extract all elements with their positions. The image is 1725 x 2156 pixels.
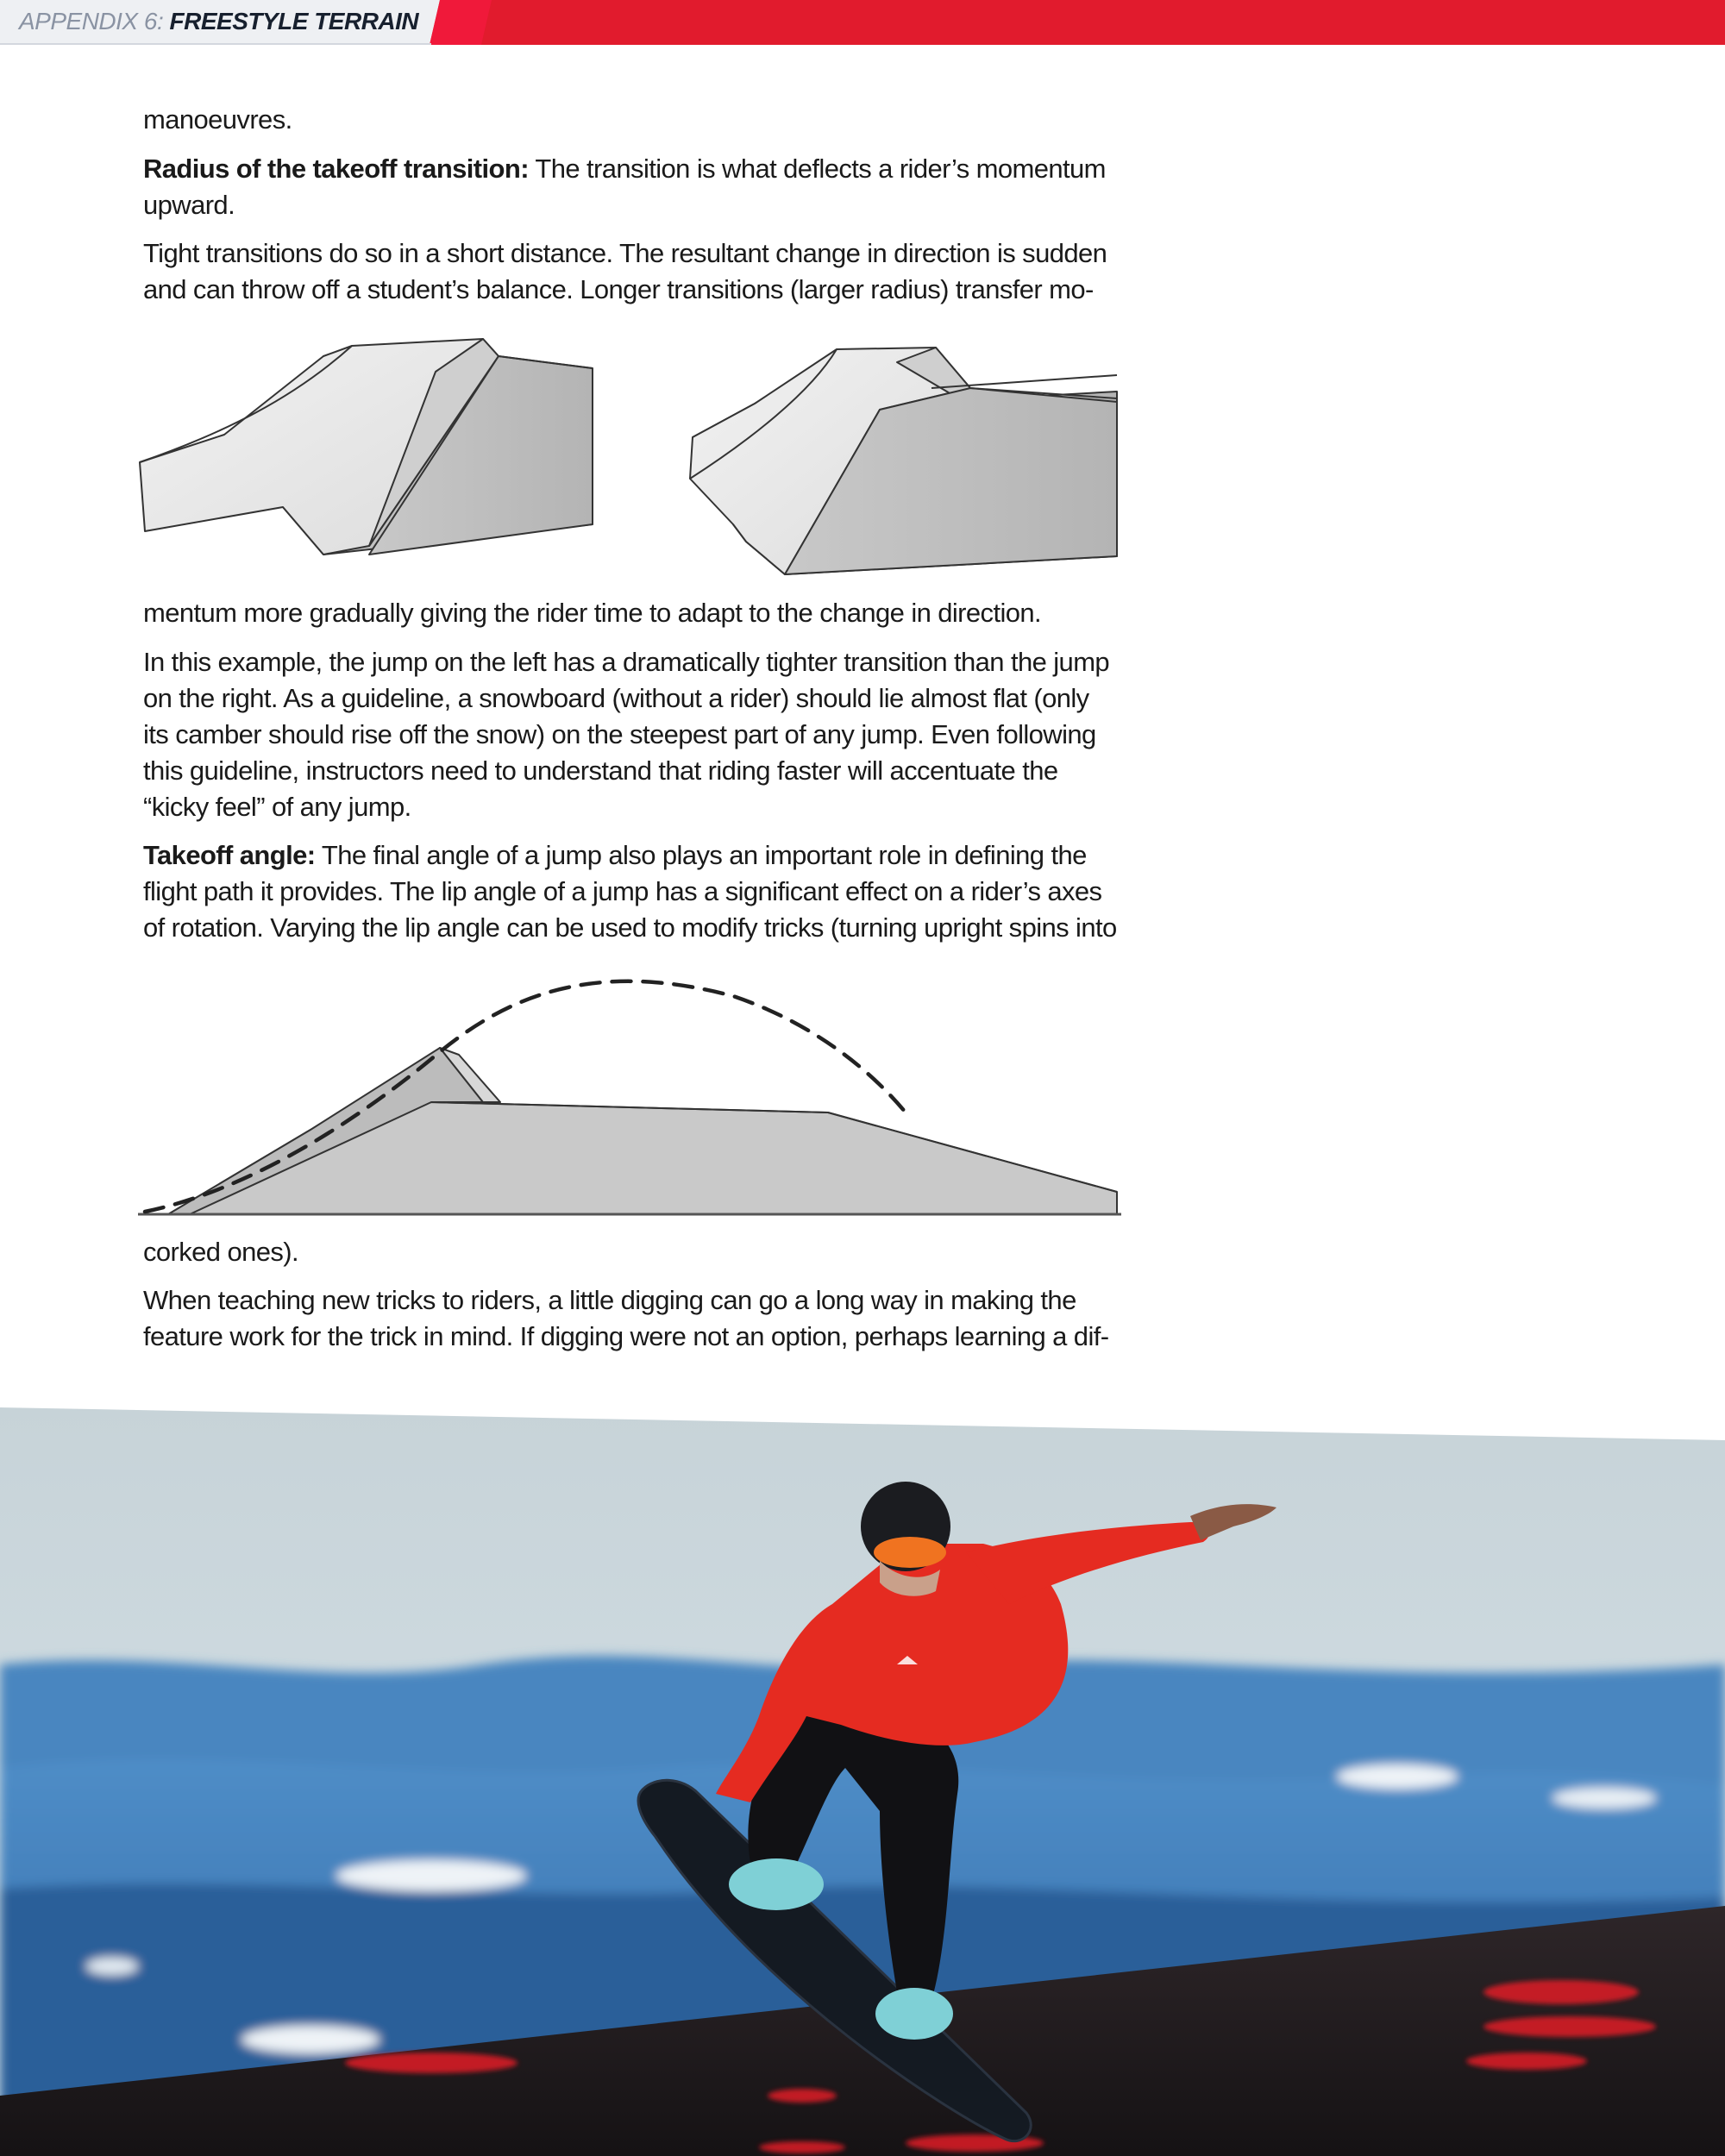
appendix-title: FREESTYLE TERRAIN — [169, 8, 419, 34]
paragraph-example: In this example, the jump on the left has a dramatically tighter transition than the jump on the right. As a guideline, a snowboard (without a rider) should lie almost flat (only its camber should rise off the snow) on the steepest part of any jump. Even following this guideline, instructors need to understand that riding faster will accentuate the “kicky feel” of any jump. — [143, 647, 1110, 822]
paragraph-teaching: When teaching new tricks to riders, a little digging can go a long way in making the feature work for the trick in mind. If digging were not an option, perhaps learning a dif- — [143, 1285, 1109, 1351]
paragraph-takeoff-angle — [143, 837, 1118, 946]
jump-profile — [138, 1048, 1121, 1214]
paragraph-manoeuvres: manoeuvres. — [143, 104, 292, 135]
appendix-number: APPENDIX 6: — [19, 8, 164, 34]
radius-heading: Radius of the takeoff transition: — [143, 154, 529, 184]
transition-comparison-figure — [129, 336, 1121, 586]
snowboarder-photo — [0, 1406, 1725, 2156]
page-header — [0, 0, 1725, 45]
tight-transition-jump — [140, 339, 593, 555]
paragraph-corked: corked ones). — [143, 1237, 299, 1267]
long-transition-jump — [690, 348, 1117, 574]
takeoff-heading: Takeoff angle: — [143, 840, 316, 870]
paragraph-tight-transitions: Tight transitions do so in a short distance. The resultant change in direction is sudden and can throw off a student’s balance. Longer transitions (larger radius) transfer mo- — [143, 238, 1107, 304]
paragraph-mentum: mentum more gradually giving the rider time to adapt to the change in direction. — [143, 598, 1042, 628]
running-head — [19, 8, 418, 35]
radius-body: The transition is what deflects a rider’s momentum upward. — [143, 154, 1106, 220]
takeoff-body: The final angle of a jump also plays an important role in defining the flight path it provides. The lip angle of a jump has a significant effect on a rider’s axes of rotation. Varying the lip angle can be used to modify tricks (turning upright spins into — [143, 840, 1117, 943]
paragraph-radius — [143, 151, 1118, 223]
takeoff-angle-figure — [138, 966, 1121, 1225]
